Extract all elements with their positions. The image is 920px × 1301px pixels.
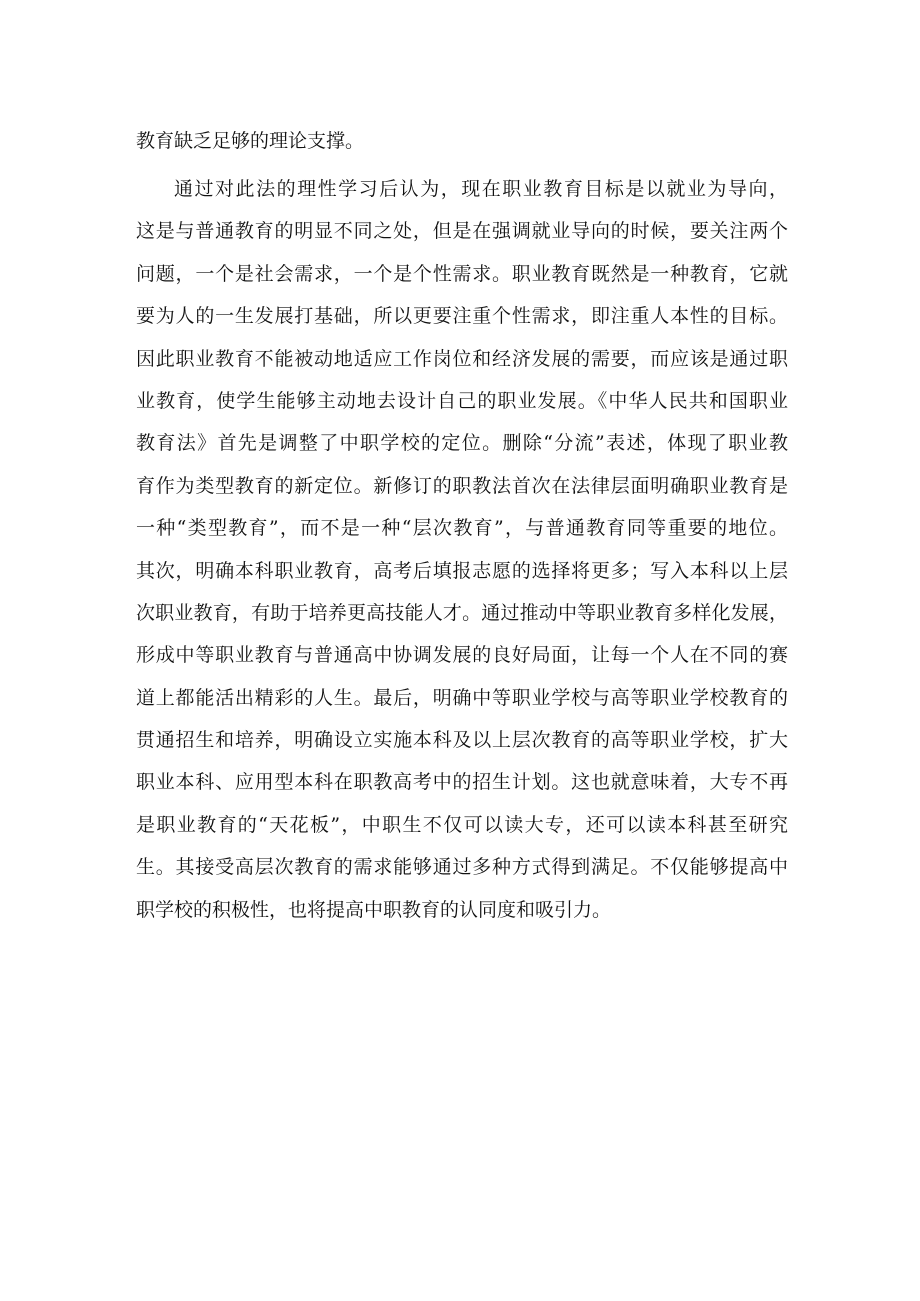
paragraph-line: 次职业教育，有助于培养更高技能人才。通过推动中等职业教育多样化发展， xyxy=(136,601,788,624)
paragraph-line: 业教育，使学生能够主动地去设计自己的职业发展。《中华人民共和国职业 xyxy=(136,389,788,412)
paragraph-line: 形成中等职业教育与普通高中协调发展的良好局面，让每一个人在不同的赛 xyxy=(136,644,788,667)
paragraph-line: 道上都能活出精彩的人生。最后，明确中等职业学校与高等职业学校教育的 xyxy=(136,686,788,709)
paragraph-line: 这是与普通教育的明显不同之处，但是在强调就业导向的时候，要关注两个 xyxy=(136,220,788,243)
paragraph-line: 生。其接受高层次教育的需求能够通过多种方式得到满足。不仅能够提高中 xyxy=(136,856,788,879)
paragraph-line: 职业本科、应用型本科在职教高考中的招生计划。这也就意味着，大专不再 xyxy=(136,771,788,794)
paragraph-line: 其次，明确本科职业教育，高考后填报志愿的选择将更多；写入本科以上层 xyxy=(136,559,788,582)
paragraph-2 xyxy=(136,168,788,931)
paragraph-line: 是职业教育的“天花板”，中职生不仅可以读大专，还可以读本科甚至研究 xyxy=(136,813,788,836)
paragraph-line: 要为人的一生发展打基础，所以更要注重个性需求，即注重人本性的目标。 xyxy=(136,305,788,328)
paragraph-line: 教育法》首先是调整了中职学校的定位。删除“分流”表述，体现了职业教 xyxy=(136,432,788,455)
paragraph-1 xyxy=(136,120,788,162)
paragraph-line: 一种“类型教育”，而不是一种“层次教育”，与普通教育同等重要的地位。 xyxy=(136,517,788,540)
paragraph-line: 职学校的积极性，也将提高中职教育的认同度和吸引力。 xyxy=(136,898,612,921)
paragraph-line: 通过对此法的理性学习后认为，现在职业教育目标是以就业为导向， xyxy=(174,178,788,200)
paragraph-line: 因此职业教育不能被动地适应工作岗位和经济发展的需要，而应该是通过职 xyxy=(136,347,788,370)
paragraph-line: 育作为类型教育的新定位。新修订的职教法首次在法律层面明确职业教育是 xyxy=(136,474,788,497)
paragraph-line: 问题，一个是社会需求，一个是个性需求。职业教育既然是一种教育，它就 xyxy=(136,262,788,285)
paragraph-line: 教育缺乏足够的理论支撑。 xyxy=(136,130,365,152)
paragraph-line: 贯通招生和培养，明确设立实施本科及以上层次教育的高等职业学校，扩大 xyxy=(136,729,788,752)
